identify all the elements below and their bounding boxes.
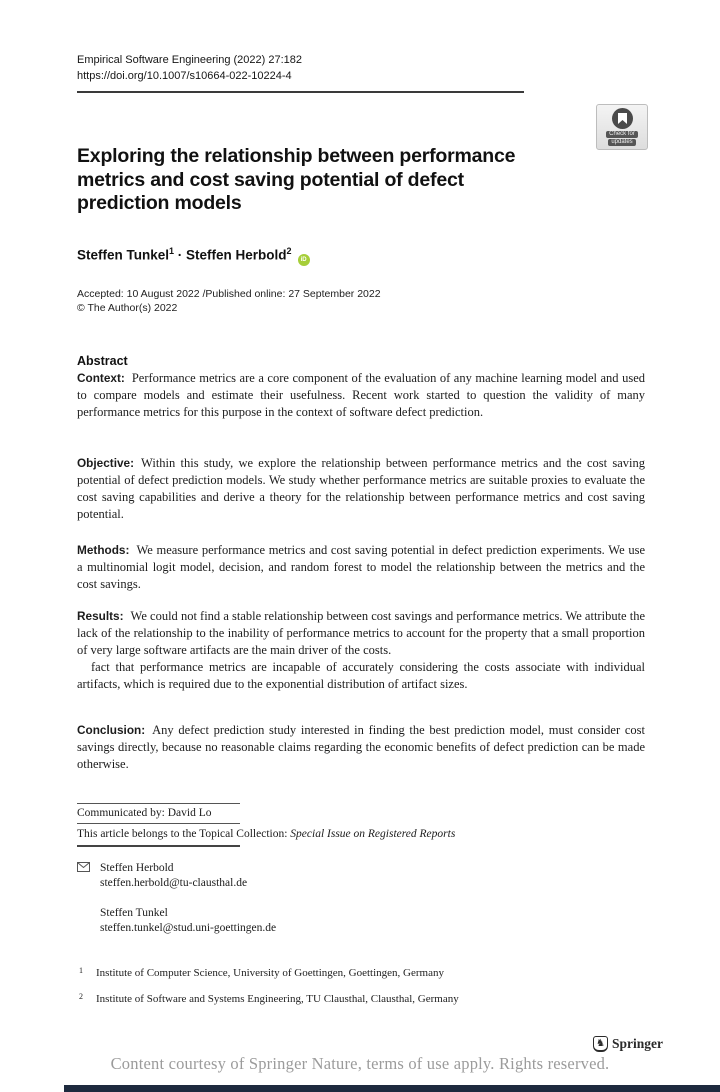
abstract-results-paragraph	[77, 608, 645, 693]
methods-label: Methods:	[77, 543, 130, 557]
accepted-published-line: Accepted: 10 August 2022 /Published online: 27 September 2022	[77, 288, 381, 300]
contact-2-name: Steffen Tunkel	[100, 907, 168, 919]
copyright-line: © The Author(s) 2022	[77, 302, 178, 314]
title-line-2: metrics and cost saving potential of defect	[77, 168, 464, 191]
abstract-context-paragraph	[77, 370, 645, 421]
topical-collection-name: Special Issue on Registered Reports	[290, 828, 456, 840]
orcid-icon: iD	[298, 254, 310, 266]
methods-text: We measure performance metrics and cost saving potential in defect prediction experiments. We use a multinomial logit model, decision, and random forest to model the relationship between the metrics and the cost savings.	[77, 543, 645, 591]
affiliation-2-text: Institute of Software and Systems Engineering, TU Clausthal, Clausthal, Germany	[96, 993, 459, 1005]
topical-collection-line	[77, 827, 645, 842]
objective-label: Objective:	[77, 456, 135, 470]
footnote-rule-top	[77, 803, 240, 804]
affiliation-2-number: 2	[79, 992, 83, 1001]
envelope-icon	[77, 861, 91, 891]
context-text: Performance metrics are a core component of the evaluation of any machine learning model and used to compare models and estimate their usefulness. Recent work started to question the validity of many performance metrics for this purpose in the context of software defect prediction.	[77, 371, 645, 419]
abstract-methods-paragraph	[77, 542, 645, 593]
objective-text: Within this study, we explore the relationship between performance metrics and the cost saving potential of defect prediction models. We study whether performance metrics are suitable proxies to evaluate the cost saving capabilities and derive a theory for the relationship between performance metrics and cost saving potential.	[77, 456, 645, 521]
results-label: Results:	[77, 609, 124, 623]
communicated-by-line: Communicated by: David Lo	[77, 807, 212, 819]
affiliation-2	[79, 992, 639, 1006]
footnote-rule-bottom	[77, 845, 240, 847]
author-1: Steffen Tunkel	[77, 247, 170, 263]
author-1-affiliation-ref: 1	[169, 246, 175, 256]
conclusion-text: Any defect prediction study interested in finding the best prediction model, must consider cost savings directly, because no reasonable claims regarding the economic benefits of defect prediction can be made otherwise.	[77, 723, 645, 771]
springer-logo	[593, 1036, 663, 1052]
results-text: We could not find a stable relationship between cost savings and performance metrics. We attribute the lack of the relationship to the inability of performance metrics to account for the property that a small proportion of very large software artifacts are the main driver of the costs.	[77, 609, 645, 657]
affiliation-1-number: 1	[79, 966, 83, 975]
corresponding-author-2	[77, 906, 577, 936]
corresponding-author-1	[77, 861, 577, 891]
badge-label-line1: Check for	[606, 131, 638, 138]
journal-reference: Empirical Software Engineering (2022) 27:182	[77, 54, 303, 66]
title-line-1: Exploring the relationship between performance	[77, 145, 516, 167]
results-continuation-text: fact that performance metrics are incapable of accurately considering the costs associate with individual artifacts, which is required due to the exponential distribution of artifact sizes.	[77, 660, 645, 691]
doi-link: https://doi.org/10.1007/s10664-022-10224-4	[77, 70, 292, 82]
contact-1-name: Steffen Herbold	[100, 862, 174, 874]
affiliation-1	[79, 966, 639, 980]
context-label: Context:	[77, 371, 125, 385]
page-title	[77, 145, 537, 216]
crossmark-bookmark-icon	[612, 108, 633, 129]
content-courtesy-notice: Content courtesy of Springer Nature, terms of use apply. Rights reserved.	[110, 1054, 610, 1073]
next-page-edge	[64, 1085, 720, 1092]
abstract-heading: Abstract	[77, 354, 128, 368]
header-rule	[77, 91, 524, 93]
conclusion-label: Conclusion:	[77, 723, 146, 737]
badge-label-line2: updates	[608, 139, 635, 146]
author-separator: ·	[174, 247, 187, 263]
check-for-updates-badge[interactable]	[596, 104, 648, 150]
contact-1-email: steffen.herbold@tu-clausthal.de	[100, 877, 248, 889]
author-2: Steffen Herbold	[186, 247, 287, 263]
topical-collection-prefix: This article belongs to the Topical Collection:	[77, 828, 291, 840]
affiliation-1-text: Institute of Computer Science, University of Goettingen, Goettingen, Germany	[96, 967, 444, 979]
author-list	[77, 246, 310, 266]
author-2-affiliation-ref: 2	[286, 246, 292, 256]
footnote-rule-middle	[77, 823, 240, 824]
abstract-conclusion-paragraph	[77, 722, 645, 773]
abstract-objective-paragraph	[77, 455, 645, 523]
springer-wordmark: Springer	[611, 1036, 663, 1051]
springer-horse-icon: ♞	[593, 1036, 608, 1052]
contact-2-email: steffen.tunkel@stud.uni-goettingen.de	[100, 922, 277, 934]
title-line-3: prediction models	[77, 192, 242, 214]
